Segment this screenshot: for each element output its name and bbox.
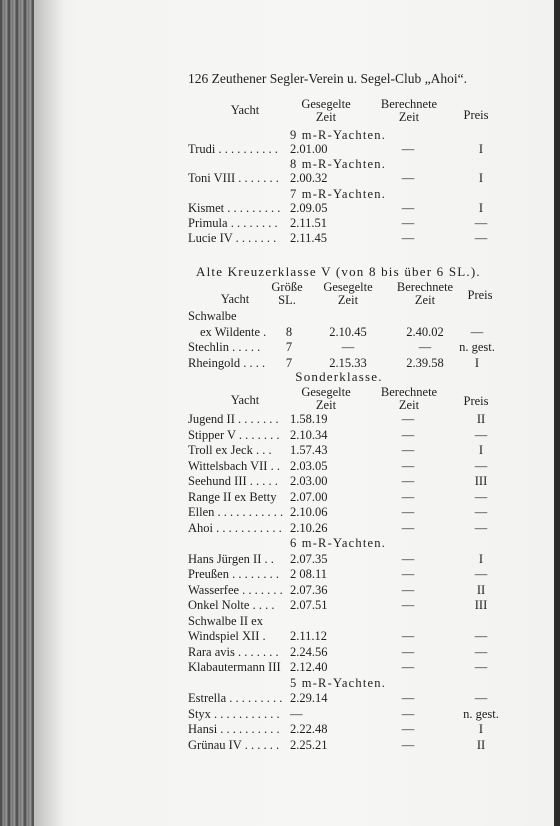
- row-yacht: Klabautermann III: [188, 660, 281, 674]
- row-preis: —: [474, 489, 488, 504]
- row-preis: —: [474, 629, 488, 643]
- row-berechnete-zeit: —: [401, 443, 415, 457]
- row-gesegelte-zeit: —: [290, 706, 303, 721]
- row-berechnete-zeit: —: [401, 706, 415, 721]
- row-preis: III: [474, 598, 488, 612]
- row-preis: I: [478, 171, 484, 186]
- row-berechnete-zeit: —: [401, 582, 415, 597]
- header-groesse: Größe: [271, 280, 303, 294]
- row-preis: I: [478, 443, 484, 457]
- row-preis: —: [474, 505, 488, 519]
- row-gesegelte-zeit: 1.58.19: [290, 412, 328, 426]
- row-berechnete-zeit: —: [401, 722, 415, 736]
- section-title: 6 m-R-Yachten.: [290, 536, 387, 550]
- row-yacht: Schwalbe II ex: [188, 613, 263, 628]
- section-title-sonderklasse: Sonderklasse.: [295, 369, 383, 384]
- row-preis: II: [476, 412, 486, 426]
- row-preis: —: [474, 691, 488, 705]
- row-yacht: Seehund III . . . . .: [188, 474, 278, 488]
- row-yacht: Grünau IV . . . . . .: [188, 737, 280, 752]
- row-berechnete-zeit: —: [401, 505, 415, 519]
- row-yacht: Stechlin . . . . .: [188, 340, 261, 354]
- row-yacht: ex Wildente .: [200, 324, 267, 339]
- row-preis: III: [474, 474, 488, 488]
- row-gesegelte-zeit: 2.11.12: [290, 629, 328, 643]
- row-preis: II: [476, 582, 486, 597]
- row-gesegelte-zeit: 2.07.51: [290, 598, 328, 612]
- row-gesegelte-zeit: 2.11.45: [290, 231, 328, 246]
- row-gesegelte-zeit: 2.09.05: [290, 200, 328, 215]
- row-berechnete-zeit: —: [401, 200, 415, 215]
- row-berechnete-zeit: —: [401, 598, 415, 612]
- header-yacht: Yacht: [230, 393, 260, 407]
- row-berechnete-zeit: —: [401, 691, 415, 705]
- row-gesegelte-zeit: 2.10.45: [329, 324, 367, 339]
- row-preis: —: [474, 644, 488, 659]
- row-gesegelte-zeit: —: [341, 340, 355, 354]
- row-gesegelte-zeit: 2 08.11: [290, 567, 328, 581]
- row-berechnete-zeit: —: [401, 458, 415, 473]
- section-title: 5 m-R-Yachten.: [290, 675, 387, 690]
- row-berechnete-zeit: 2.40.02: [406, 324, 444, 339]
- row-preis: —: [470, 324, 484, 339]
- row-preis: n. gest.: [459, 340, 495, 354]
- row-yacht: Hans Jürgen II . .: [188, 551, 274, 566]
- header-zeit: Zeit: [337, 293, 359, 307]
- row-groesse: 8: [285, 324, 293, 339]
- header-gesegelte: Gesegelte: [323, 280, 373, 294]
- row-gesegelte-zeit: 2.10.34: [290, 427, 328, 442]
- row-yacht: Rheingold . . . .: [188, 355, 266, 370]
- row-preis: —: [474, 520, 488, 535]
- row-yacht: Jugend II . . . . . . .: [188, 412, 279, 426]
- row-yacht: Preußen . . . . . . . .: [188, 567, 279, 581]
- header-sl: SL.: [278, 293, 296, 307]
- header-zeit: Zeit: [315, 398, 337, 412]
- row-gesegelte-zeit: 2.10.26: [290, 520, 328, 535]
- row-berechnete-zeit: —: [401, 474, 415, 488]
- header-berechnete: Berechnete: [396, 280, 454, 294]
- row-berechnete-zeit: —: [401, 142, 415, 156]
- section-title: 8 m-R-Yachten.: [290, 157, 387, 172]
- running-head: 126 Zeuthener Segler-Verein u. Segel-Club „Ahoi“.: [188, 71, 468, 86]
- header-yacht: Yacht: [220, 292, 250, 306]
- section-title: 9 m-R-Yachten.: [290, 128, 387, 142]
- row-yacht: Styx . . . . . . . . . . .: [188, 706, 280, 721]
- row-preis: I: [478, 722, 484, 736]
- header-zeit: Zeit: [398, 110, 420, 124]
- row-yacht: Toni VIII . . . . . . .: [188, 171, 279, 186]
- row-gesegelte-zeit: 2.03.05: [290, 458, 328, 473]
- row-preis: —: [474, 660, 488, 674]
- header-zeit: Zeit: [414, 293, 436, 307]
- row-yacht: Ahoi . . . . . . . . . . .: [188, 520, 282, 535]
- row-gesegelte-zeit: 2.12.40: [290, 660, 328, 674]
- row-gesegelte-zeit: 1.57.43: [290, 443, 328, 457]
- row-preis: —: [474, 231, 488, 246]
- row-yacht: Trudi . . . . . . . . . .: [188, 142, 278, 156]
- row-gesegelte-zeit: 2.25.21: [290, 737, 328, 752]
- row-yacht: Troll ex Jeck . . .: [188, 443, 272, 457]
- row-berechnete-zeit: —: [401, 737, 415, 752]
- row-berechnete-zeit: —: [401, 215, 415, 230]
- header-preis: Preis: [467, 288, 493, 302]
- row-yacht: Primula . . . . . . . .: [188, 215, 278, 230]
- header-zeit: Zeit: [315, 110, 337, 124]
- header-berechnete: Berechnete: [380, 385, 438, 399]
- row-preis: I: [474, 355, 480, 370]
- row-berechnete-zeit: —: [401, 171, 415, 186]
- row-yacht: Kismet . . . . . . . . .: [188, 200, 281, 215]
- row-berechnete-zeit: —: [401, 567, 415, 581]
- row-preis: n. gest.: [463, 706, 499, 721]
- row-gesegelte-zeit: 2.10.06: [290, 505, 328, 519]
- row-gesegelte-zeit: 2.11.51: [290, 215, 328, 230]
- row-berechnete-zeit: —: [401, 231, 415, 246]
- row-berechnete-zeit: —: [401, 520, 415, 535]
- row-preis: —: [474, 567, 488, 581]
- row-yacht: Wasserfee . . . . . . .: [188, 582, 283, 597]
- row-groesse: 7: [285, 340, 293, 354]
- header-gesegelte: Gesegelte: [301, 385, 351, 399]
- row-preis: I: [478, 200, 484, 215]
- row-preis: I: [478, 142, 484, 156]
- row-gesegelte-zeit: 2.01.00: [290, 142, 328, 156]
- section-title: 7 m-R-Yachten.: [290, 186, 387, 201]
- row-preis: II: [476, 737, 486, 752]
- section-title-kreuzer: Alte Kreuzerklasse V (von 8 bis über 6 SL.).: [196, 264, 481, 279]
- row-yacht: Stipper V . . . . . . .: [188, 427, 280, 442]
- row-preis: I: [478, 551, 484, 566]
- header-preis: Preis: [463, 108, 489, 122]
- row-berechnete-zeit: —: [401, 629, 415, 643]
- header-yacht: Yacht: [230, 103, 260, 117]
- row-yacht: Wittelsbach VII . .: [188, 458, 280, 473]
- row-gesegelte-zeit: 2.29.14: [290, 691, 328, 705]
- row-yacht: Estrella . . . . . . . . .: [188, 691, 283, 705]
- row-yacht: Windspiel XII .: [188, 629, 266, 643]
- row-berechnete-zeit: —: [401, 551, 415, 566]
- row-gesegelte-zeit: 2.15.33: [329, 355, 367, 370]
- row-gesegelte-zeit: 2.22.48: [290, 722, 328, 736]
- header-preis: Preis: [463, 394, 489, 408]
- row-yacht: Hansi . . . . . . . . . .: [188, 722, 280, 736]
- row-yacht: Lucie IV . . . . . . .: [188, 231, 277, 246]
- row-berechnete-zeit: —: [401, 660, 415, 674]
- row-preis: —: [474, 427, 488, 442]
- row-groesse: 7: [285, 355, 293, 370]
- row-gesegelte-zeit: 2.24.56: [290, 644, 328, 659]
- row-gesegelte-zeit: 2.07.36: [290, 582, 328, 597]
- row-yacht: Range II ex Betty: [188, 489, 277, 504]
- row-berechnete-zeit: —: [401, 427, 415, 442]
- row-gesegelte-zeit: 2.03.00: [290, 474, 328, 488]
- row-gesegelte-zeit: 2.07.35: [290, 551, 328, 566]
- row-berechnete-zeit: —: [401, 489, 415, 504]
- row-yacht: Schwalbe: [188, 309, 237, 323]
- row-gesegelte-zeit: 2.00.32: [290, 171, 328, 186]
- row-preis: —: [474, 215, 488, 230]
- row-gesegelte-zeit: 2.07.00: [290, 489, 328, 504]
- header-berechnete: Berechnete: [380, 97, 438, 111]
- row-yacht: Rara avis . . . . . . .: [188, 644, 279, 659]
- row-berechnete-zeit: —: [418, 340, 432, 354]
- row-yacht: Ellen . . . . . . . . . . .: [188, 505, 284, 519]
- header-gesegelte: Gesegelte: [301, 97, 351, 111]
- row-berechnete-zeit: —: [401, 412, 415, 426]
- row-yacht: Onkel Nolte . . . .: [188, 598, 275, 612]
- header-zeit: Zeit: [398, 398, 420, 412]
- row-berechnete-zeit: —: [401, 644, 415, 659]
- row-preis: —: [474, 458, 488, 473]
- row-berechnete-zeit: 2.39.58: [406, 355, 444, 370]
